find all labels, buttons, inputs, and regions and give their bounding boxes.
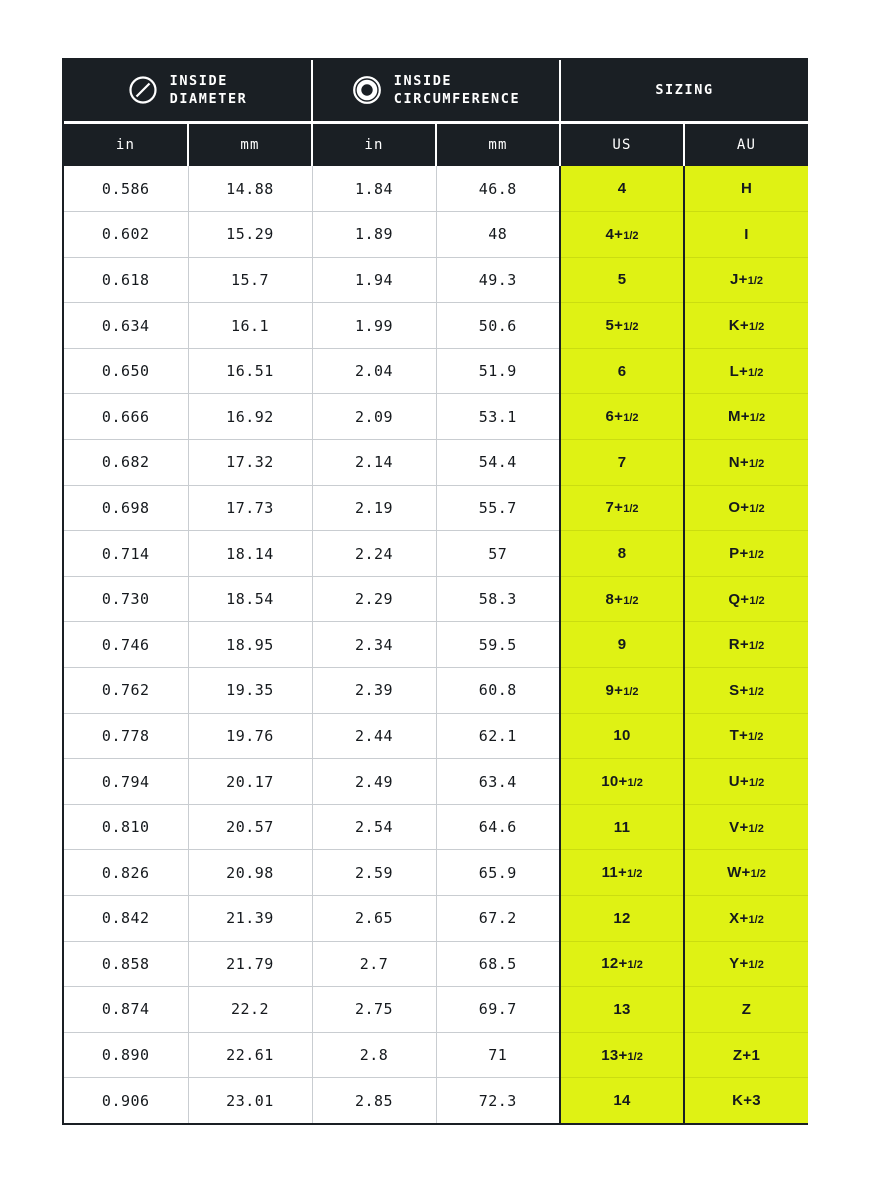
- table-row: [64, 713, 808, 759]
- header-group-inside-diameter: [64, 60, 312, 122]
- cell-size-us: 14: [560, 1078, 684, 1124]
- cell-size-au: J+1/2: [684, 257, 808, 303]
- cell-circumference-mm: 63.4: [436, 759, 560, 805]
- table-row: [64, 166, 808, 212]
- cell-circumference-in: 1.89: [312, 212, 436, 258]
- cell-size-au: K+3: [684, 1078, 808, 1124]
- cell-diameter-in: 0.746: [64, 622, 188, 668]
- cell-size-us: 11: [560, 804, 684, 850]
- cell-diameter-mm: 18.95: [188, 622, 312, 668]
- cell-size-au: S+1/2: [684, 668, 808, 714]
- cell-diameter-in: 0.602: [64, 212, 188, 258]
- table-row: [64, 668, 808, 714]
- cell-circumference-mm: 71: [436, 1032, 560, 1078]
- ring-diameter-icon: [128, 75, 158, 105]
- cell-diameter-in: 0.650: [64, 348, 188, 394]
- cell-diameter-in: 0.874: [64, 987, 188, 1033]
- cell-diameter-mm: 14.88: [188, 166, 312, 212]
- table-row: [64, 804, 808, 850]
- cell-size-au: P+1/2: [684, 531, 808, 577]
- header-label-line1: INSIDE: [169, 73, 228, 90]
- cell-diameter-in: 0.714: [64, 531, 188, 577]
- header-group-sizing: [560, 60, 808, 122]
- table-row: [64, 531, 808, 577]
- cell-circumference-in: 2.8: [312, 1032, 436, 1078]
- cell-size-us: 8: [560, 531, 684, 577]
- cell-size-au: W+1/2: [684, 850, 808, 896]
- cell-size-us: 6+1/2: [560, 394, 684, 440]
- column-header-diameter-in: in: [64, 122, 188, 166]
- cell-circumference-in: 2.59: [312, 850, 436, 896]
- table-row: [64, 896, 808, 942]
- table-row: [64, 759, 808, 805]
- cell-size-us: 12+1/2: [560, 941, 684, 987]
- table-row: [64, 1032, 808, 1078]
- cell-circumference-mm: 72.3: [436, 1078, 560, 1124]
- cell-circumference-in: 2.39: [312, 668, 436, 714]
- table-row: [64, 348, 808, 394]
- cell-circumference-in: 2.29: [312, 576, 436, 622]
- ring-circumference-icon: [352, 75, 382, 105]
- cell-circumference-mm: 57: [436, 531, 560, 577]
- cell-diameter-mm: 19.76: [188, 713, 312, 759]
- cell-circumference-in: 2.75: [312, 987, 436, 1033]
- table-row: [64, 576, 808, 622]
- cell-circumference-in: 2.14: [312, 440, 436, 486]
- cell-diameter-mm: 19.35: [188, 668, 312, 714]
- cell-circumference-mm: 62.1: [436, 713, 560, 759]
- cell-circumference-mm: 48: [436, 212, 560, 258]
- cell-diameter-mm: 15.7: [188, 257, 312, 303]
- cell-circumference-in: 2.49: [312, 759, 436, 805]
- header-group-label-diameter: [170, 72, 248, 108]
- cell-circumference-in: 1.84: [312, 166, 436, 212]
- cell-diameter-mm: 16.92: [188, 394, 312, 440]
- cell-size-au: K+1/2: [684, 303, 808, 349]
- cell-size-au: Z+1: [684, 1032, 808, 1078]
- cell-circumference-mm: 49.3: [436, 257, 560, 303]
- cell-diameter-in: 0.634: [64, 303, 188, 349]
- table-row: [64, 485, 808, 531]
- cell-circumference-in: 2.34: [312, 622, 436, 668]
- cell-diameter-mm: 18.54: [188, 576, 312, 622]
- table-row: [64, 1078, 808, 1124]
- cell-circumference-mm: 68.5: [436, 941, 560, 987]
- cell-size-us: 12: [560, 896, 684, 942]
- cell-size-au: V+1/2: [684, 804, 808, 850]
- cell-circumference-in: 1.94: [312, 257, 436, 303]
- cell-size-us: 11+1/2: [560, 850, 684, 896]
- cell-size-us: 7+1/2: [560, 485, 684, 531]
- cell-diameter-mm: 16.1: [188, 303, 312, 349]
- cell-diameter-mm: 20.17: [188, 759, 312, 805]
- cell-size-us: 5: [560, 257, 684, 303]
- cell-circumference-in: 2.54: [312, 804, 436, 850]
- cell-circumference-in: 2.09: [312, 394, 436, 440]
- cell-size-au: X+1/2: [684, 896, 808, 942]
- table-row: [64, 622, 808, 668]
- cell-diameter-in: 0.794: [64, 759, 188, 805]
- cell-circumference-mm: 46.8: [436, 166, 560, 212]
- cell-size-us: 10: [560, 713, 684, 759]
- cell-size-us: 4: [560, 166, 684, 212]
- cell-circumference-mm: 53.1: [436, 394, 560, 440]
- cell-size-us: 4+1/2: [560, 212, 684, 258]
- ring-size-table-container: [62, 58, 808, 1125]
- table-column-headers: [64, 122, 808, 166]
- cell-diameter-in: 0.586: [64, 166, 188, 212]
- cell-circumference-in: 1.99: [312, 303, 436, 349]
- cell-diameter-in: 0.826: [64, 850, 188, 896]
- cell-size-au: H: [684, 166, 808, 212]
- table-row: [64, 212, 808, 258]
- cell-diameter-mm: 20.57: [188, 804, 312, 850]
- cell-diameter-in: 0.730: [64, 576, 188, 622]
- cell-size-us: 10+1/2: [560, 759, 684, 805]
- cell-size-us: 9: [560, 622, 684, 668]
- cell-size-au: M+1/2: [684, 394, 808, 440]
- cell-diameter-in: 0.890: [64, 1032, 188, 1078]
- header-label-line1: INSIDE: [393, 73, 453, 90]
- cell-size-au: U+1/2: [684, 759, 808, 805]
- column-header-us: US: [560, 122, 684, 166]
- cell-diameter-in: 0.762: [64, 668, 188, 714]
- cell-circumference-mm: 59.5: [436, 622, 560, 668]
- cell-size-au: N+1/2: [684, 440, 808, 486]
- cell-diameter-in: 0.906: [64, 1078, 188, 1124]
- cell-diameter-in: 0.778: [64, 713, 188, 759]
- table-row: [64, 440, 808, 486]
- cell-circumference-mm: 58.3: [436, 576, 560, 622]
- cell-circumference-mm: 64.6: [436, 804, 560, 850]
- cell-circumference-mm: 69.7: [436, 987, 560, 1033]
- cell-diameter-mm: 20.98: [188, 850, 312, 896]
- cell-circumference-in: 2.7: [312, 941, 436, 987]
- header-group-inside-circumference: [312, 60, 560, 122]
- cell-circumference-in: 2.44: [312, 713, 436, 759]
- header-label-line2: CIRCUMFERENCE: [393, 91, 521, 108]
- cell-diameter-mm: 21.39: [188, 896, 312, 942]
- cell-circumference-mm: 54.4: [436, 440, 560, 486]
- cell-size-us: 6: [560, 348, 684, 394]
- header-group-label-circumference: [394, 72, 520, 108]
- table-body: [64, 166, 808, 1123]
- cell-circumference-in: 2.85: [312, 1078, 436, 1124]
- cell-circumference-mm: 51.9: [436, 348, 560, 394]
- cell-size-au: L+1/2: [684, 348, 808, 394]
- cell-diameter-mm: 17.32: [188, 440, 312, 486]
- cell-size-au: O+1/2: [684, 485, 808, 531]
- cell-size-au: T+1/2: [684, 713, 808, 759]
- table-row: [64, 303, 808, 349]
- cell-circumference-in: 2.24: [312, 531, 436, 577]
- cell-size-us: 13: [560, 987, 684, 1033]
- cell-size-au: Y+1/2: [684, 941, 808, 987]
- cell-size-au: Q+1/2: [684, 576, 808, 622]
- table-row: [64, 850, 808, 896]
- column-header-diameter-mm: mm: [188, 122, 312, 166]
- cell-size-us: 13+1/2: [560, 1032, 684, 1078]
- cell-diameter-mm: 22.2: [188, 987, 312, 1033]
- cell-diameter-mm: 17.73: [188, 485, 312, 531]
- cell-circumference-mm: 60.8: [436, 668, 560, 714]
- cell-size-au: I: [684, 212, 808, 258]
- cell-size-us: 9+1/2: [560, 668, 684, 714]
- cell-diameter-in: 0.810: [64, 804, 188, 850]
- cell-diameter-mm: 16.51: [188, 348, 312, 394]
- table-row: [64, 394, 808, 440]
- column-header-circumference-in: in: [312, 122, 436, 166]
- cell-diameter-in: 0.698: [64, 485, 188, 531]
- cell-size-us: 7: [560, 440, 684, 486]
- table-row: [64, 987, 808, 1033]
- table-header-groups: [64, 60, 808, 122]
- header-group-label-sizing: SIZING: [655, 82, 714, 99]
- cell-diameter-mm: 18.14: [188, 531, 312, 577]
- cell-size-au: R+1/2: [684, 622, 808, 668]
- header-label-line2: DIAMETER: [169, 91, 248, 108]
- column-header-circumference-mm: mm: [436, 122, 560, 166]
- cell-circumference-in: 2.65: [312, 896, 436, 942]
- cell-diameter-mm: 22.61: [188, 1032, 312, 1078]
- cell-diameter-in: 0.858: [64, 941, 188, 987]
- cell-size-us: 8+1/2: [560, 576, 684, 622]
- cell-diameter-mm: 23.01: [188, 1078, 312, 1124]
- cell-circumference-mm: 65.9: [436, 850, 560, 896]
- table-row: [64, 257, 808, 303]
- table-row: [64, 941, 808, 987]
- cell-size-au: Z: [684, 987, 808, 1033]
- cell-circumference-mm: 55.7: [436, 485, 560, 531]
- cell-diameter-in: 0.618: [64, 257, 188, 303]
- cell-size-us: 5+1/2: [560, 303, 684, 349]
- ring-size-table: [64, 60, 808, 1123]
- cell-circumference-mm: 50.6: [436, 303, 560, 349]
- cell-diameter-in: 0.666: [64, 394, 188, 440]
- cell-diameter-in: 0.682: [64, 440, 188, 486]
- cell-circumference-mm: 67.2: [436, 896, 560, 942]
- cell-circumference-in: 2.04: [312, 348, 436, 394]
- cell-circumference-in: 2.19: [312, 485, 436, 531]
- cell-diameter-in: 0.842: [64, 896, 188, 942]
- cell-diameter-mm: 21.79: [188, 941, 312, 987]
- column-header-au: AU: [684, 122, 808, 166]
- cell-diameter-mm: 15.29: [188, 212, 312, 258]
